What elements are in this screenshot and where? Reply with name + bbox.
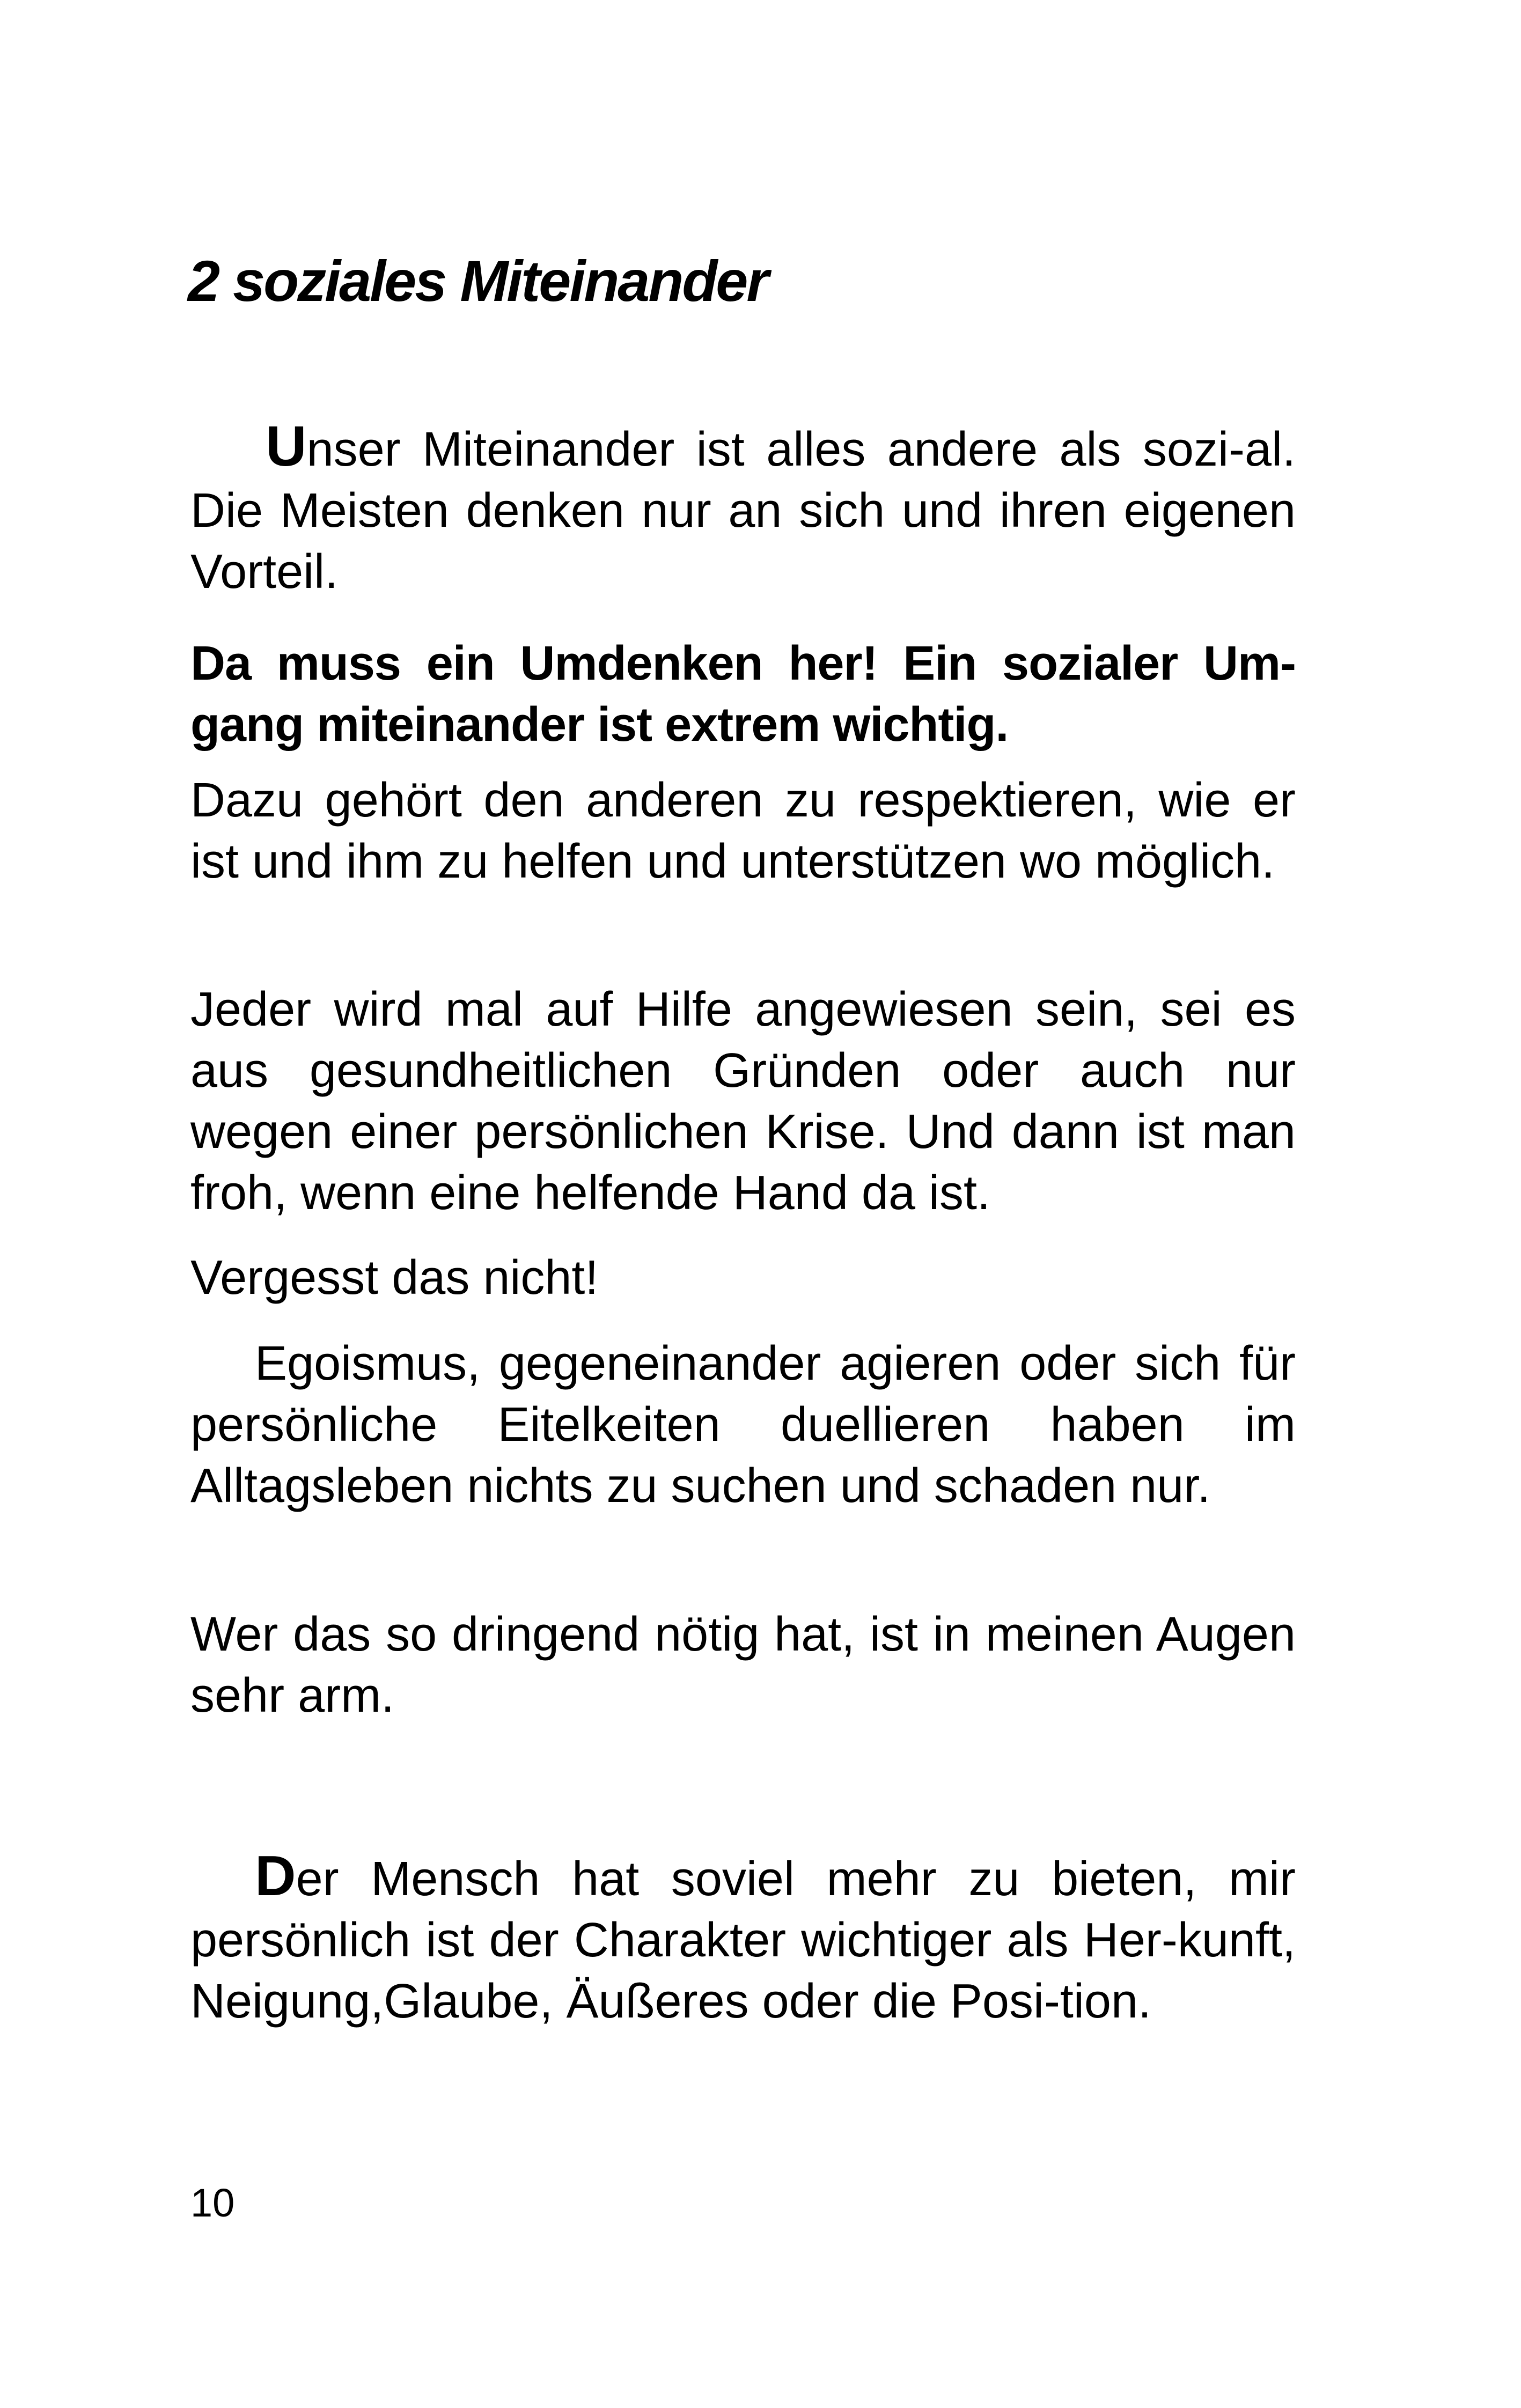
chapter-heading: 2 soziales Miteinander: [188, 248, 768, 313]
paragraph-6: Egoismus, gegeneinander agieren oder sich für persönliche Eitelkeiten duellieren haben im Alltagsleben nichts zu suchen und schaden nur.: [190, 1337, 1296, 1513]
paragraph-2-bold: Da muss ein Umdenken her! Ein sozialer Um-gang miteinander ist extrem wichtig.: [190, 637, 1296, 752]
paragraph-8-text: er Mensch hat soviel mehr zu bieten, mir persönlich ist der Charakter wichtiger als Her-kunft, Neigung,Glaube, Äußeres oder die Posi-tion.: [190, 1852, 1296, 2028]
paragraph-3: Dazu gehört den anderen zu respektieren, wie er ist und ihm zu helfen und unterstützen wo möglich.: [190, 774, 1296, 888]
paragraph-1-text: nser Miteinander ist alles andere als sozi-al. Die Meisten denken nur an sich und ihren eigenen Vorteil.: [190, 423, 1296, 599]
paragraph-1: [190, 416, 1296, 602]
page-number: 10: [190, 2181, 235, 2225]
paragraph-1-initial: U: [266, 415, 307, 478]
paragraph-8: [190, 1845, 1296, 2032]
paragraph-7: Wer das so dringend nötig hat, ist in meinen Augen sehr arm.: [190, 1608, 1296, 1722]
paragraph-5: Vergesst das nicht!: [190, 1251, 599, 1305]
paragraph-8-initial: D: [255, 1844, 296, 1908]
paragraph-4: Jeder wird mal auf Hilfe angewiesen sein, sei es aus gesundheitlichen Gründen oder auch nur wegen einer persönlichen Krise. Und dann ist man froh, wenn eine helfende Hand da ist.: [190, 983, 1296, 1220]
